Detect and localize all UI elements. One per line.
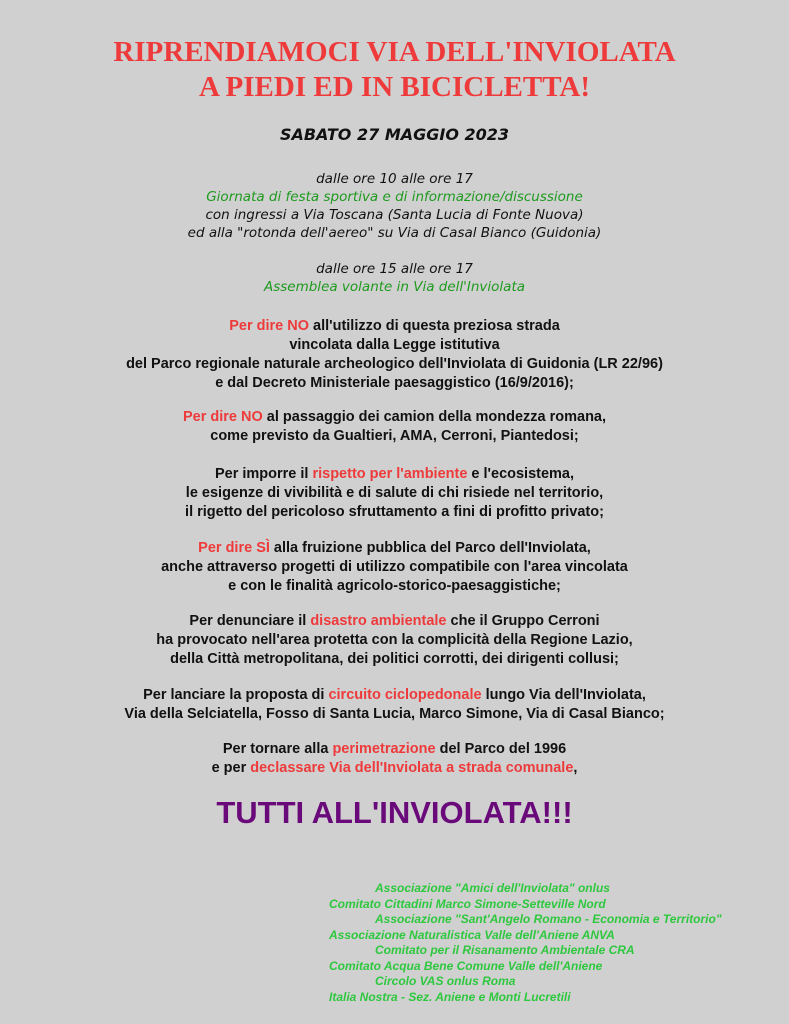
text-line <box>0 686 789 705</box>
text-segment: al passaggio dei camion della mondezza romana, <box>262 409 607 425</box>
flyer-title <box>0 35 789 105</box>
text-line <box>0 427 789 446</box>
text-segment: vincolata dalla Legge istitutiva <box>289 337 500 353</box>
text-line <box>0 170 789 188</box>
text-segment: anche attraverso progetti di utilizzo compatibile con l'area vincolata <box>161 559 628 575</box>
signatory: Italia Nostra - Sez. Aniene e Monti Lucretili <box>329 989 571 1004</box>
signatory: Associazione "Sant'Angelo Romano - Economia e Territorio" <box>375 912 722 926</box>
text-segment: dalle ore 15 alle ore 17 <box>316 261 473 277</box>
highlight-text: Per dire NO <box>182 409 263 425</box>
text-line <box>0 759 789 778</box>
text-segment: e con le finalità agricolo-storico-paesaggistiche; <box>228 578 561 594</box>
title-line: A PIEDI ED IN BICICLETTA! <box>198 71 591 103</box>
text-segment: Per denunciare il <box>189 613 311 629</box>
paragraph <box>0 465 789 522</box>
text-segment: le esigenze di vivibilità e di salute di chi risiede nel territorio, <box>185 485 604 501</box>
text-segment: come previsto da Gualtieri, AMA, Cerroni, Piantedosi; <box>210 428 579 444</box>
signatory: Associazione "Amici dell'Inviolata" onlus <box>375 881 610 895</box>
text-line <box>0 355 789 374</box>
text-segment: ha provocato nell'area protetta con la complicità della Regione Lazio, <box>156 632 633 648</box>
text-line <box>0 705 789 724</box>
event-date: SABATO 27 MAGGIO 2023 <box>279 125 510 144</box>
highlight-text: circuito ciclopedonale <box>328 687 482 703</box>
slogan: TUTTI ALL'INVIOLATA!!! <box>216 795 573 830</box>
signatory: Comitato Cittadini Marco Simone-Setteville Nord <box>329 896 606 911</box>
highlight-text: rispetto per l'ambiente <box>312 466 468 482</box>
highlight-text: Per dire SÌ <box>198 540 270 556</box>
paragraph <box>0 740 789 778</box>
signatory: Circolo VAS onlus Roma <box>375 974 516 988</box>
text-line <box>0 188 789 206</box>
text-line <box>0 206 789 224</box>
highlight-text: perimetrazione <box>332 741 436 757</box>
highlight-text: Per dire NO <box>229 318 309 334</box>
text-segment: e per <box>211 760 251 776</box>
text-line <box>0 278 789 296</box>
text-segment: all'utilizzo di questa preziosa strada <box>308 318 560 334</box>
green-text: Assemblea volante in Via dell'Inviolata <box>263 279 526 295</box>
green-text: Giornata di festa sportiva e di informazione/discussione <box>206 189 583 205</box>
paragraph <box>0 686 789 724</box>
schedule-block <box>0 170 789 242</box>
text-line <box>0 539 789 558</box>
paragraph <box>0 317 789 393</box>
text-segment: ed alla "rotonda dell'aereo" su Via di Casal Bianco (Guidonia) <box>187 225 602 241</box>
text-segment: Per tornare alla <box>222 741 333 757</box>
text-segment: e l'ecosistema, <box>467 466 575 482</box>
text-line <box>0 577 789 596</box>
text-line <box>0 558 789 577</box>
text-segment: con ingressi a Via Toscana (Santa Lucia di Fonte Nuova) <box>205 207 584 223</box>
text-line <box>0 374 789 393</box>
schedule-block <box>0 260 789 296</box>
highlight-text: disastro ambientale <box>310 613 447 629</box>
text-line <box>0 317 789 336</box>
text-line <box>0 224 789 242</box>
text-line <box>0 650 789 669</box>
signatory: Comitato Acqua Bene Comune Valle dell'Aniene <box>329 958 603 973</box>
text-segment: alla fruizione pubblica del Parco dell'Inviolata, <box>269 540 591 556</box>
highlight-text: declassare Via dell'Inviolata a strada comunale <box>250 760 574 776</box>
text-line <box>0 612 789 631</box>
signatory: Associazione Naturalistica Valle dell'Aniene ANVA <box>329 927 615 942</box>
text-segment: Via della Selciatella, Fosso di Santa Lucia, Marco Simone, Via di Casal Bianco; <box>124 706 665 722</box>
title-line: RIPRENDIAMOCI VIA DELL'INVIOLATA <box>113 36 676 68</box>
text-line <box>0 336 789 355</box>
signatory: Comitato per il Risanamento Ambientale CRA <box>375 943 635 957</box>
text-line <box>0 484 789 503</box>
text-line <box>0 260 789 278</box>
text-line <box>0 631 789 650</box>
text-segment: e dal Decreto Ministeriale paesaggistico (16/9/2016); <box>215 375 574 391</box>
text-line <box>0 465 789 484</box>
text-segment: , <box>573 760 578 776</box>
text-segment: dalle ore 10 alle ore 17 <box>316 171 473 187</box>
text-segment: del Parco del 1996 <box>435 741 567 757</box>
text-segment: Per imporre il <box>214 466 313 482</box>
text-segment: lungo Via dell'Inviolata, <box>481 687 646 703</box>
text-line <box>0 503 789 522</box>
paragraph <box>0 408 789 446</box>
paragraph <box>0 612 789 669</box>
text-segment: che il Gruppo Cerroni <box>446 613 600 629</box>
text-line <box>0 740 789 759</box>
text-segment: il rigetto del pericoloso sfruttamento a fini di profitto privato; <box>185 504 604 520</box>
text-segment: del Parco regionale naturale archeologico dell'Inviolata di Guidonia (LR 22/96) <box>126 356 663 372</box>
paragraph <box>0 539 789 596</box>
text-line <box>0 408 789 427</box>
text-segment: della Città metropolitana, dei politici corrotti, dei dirigenti collusi; <box>170 651 619 667</box>
text-segment: Per lanciare la proposta di <box>143 687 329 703</box>
signatories-list <box>329 881 722 1005</box>
